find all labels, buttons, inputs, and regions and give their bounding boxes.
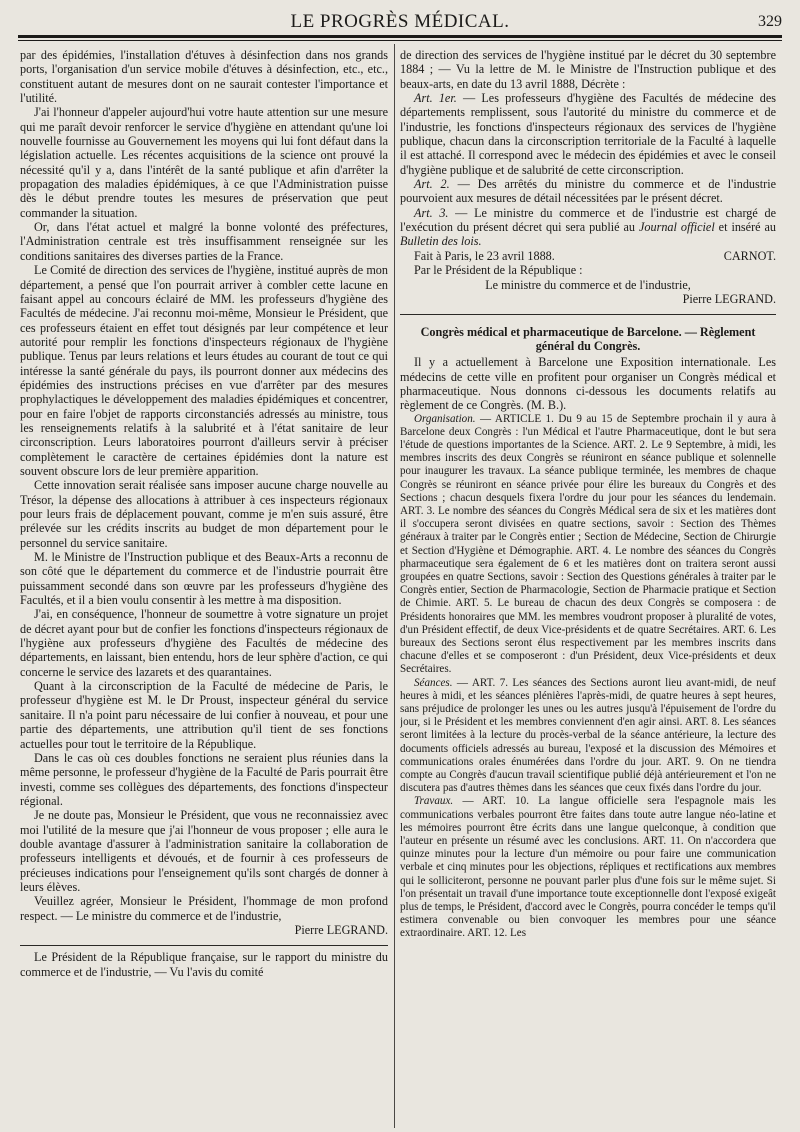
header-rule-thin [18,40,782,41]
fait-text: Fait à Paris, le 23 avril 1888. [414,248,555,263]
signature: Pierre LEGRAND. [682,291,776,306]
seances-paragraph [400,677,776,796]
paragraph: Veuillez agréer, Monsieur le Président, l'hommage de mon profond respect. — Le ministre du commerce et de l'industrie, [20,894,388,923]
paragraph: Quant à la circonscription de la Faculté de médecine de Paris, le professeur d'hygiène est M. le Dr Proust, inspecteur général du service sanitaire. Il n'a point paru nécessaire de lui confier à nouveau, et pour une partie des départements, une attribution qu'il tient de ses fonctions actuelles pour tout le territoire de la République. [20,679,388,751]
left-column [20,48,388,1126]
paragraph: Je ne doute pas, Monsieur le Président, que vous ne reconnaissiez avec moi l'utilité de la mesure que j'ai l'honneur de vous proposer ; elle aura le double avantage d'assurer à l'administration sanitaire la collaboration de professeurs intelligents et dévoués, et de fournir à ces professeurs de précieuses indications pour l'enseignement qu'ils sont chargés de donner à leurs élèves. [20,808,388,894]
paragraph: Par le Président de la République : [414,263,583,278]
section-heading: Congrès médical et pharmaceutique de Barcelone. — Règlement général du Congrès. [420,325,756,354]
seances-label: Séances. [414,676,453,689]
small-print [400,413,776,941]
paragraph: Cette innovation serait réalisée sans imposer aucune charge nouvelle au Trésor, la dépense des allocations à attribuer à ces inspecteurs régionaux pour leurs frais de déplacement pouvant, comme je m'en suis assuré, être prélevée sur les crédits inscrits au budget de mon département pour le personnel du service sanitaire. [20,478,388,550]
paragraph: Le Président de la République française, sur le rapport du ministre du commerce et de l'industrie, — Vu l'avis du comité [20,950,388,979]
paragraph: Or, dans l'état actuel et malgré la bonne volonté des préfectures, l'Administration centrale est très insuffisamment renseignée sur les conditions sanitaires des diverses parties de la France. [20,220,388,263]
article-text: — Les professeurs d'hygiène des Facultés de médecine des départements remplissent, sous l'autorité du ministre du commerce et de l'industrie, les fonctions d'inspecteurs régionaux des services de l'hygiène publique, chacun dans la circonscription territoriale de la Faculté à laquelle il est attaché. Il correspond avec le médecin des épidémies et avec le conseil d'hygiène publique et de salubrité de cette circonscription. [400,91,776,177]
paragraph: Il y a actuellement à Barcelone une Exposition internationale. Les médecins de cette ville en profitent pour organiser un Congrès médical et pharmaceutique. Nous donnons ci-dessous les documents relatifs au règlement de ce Congrès. (M. B.). [400,355,776,413]
travaux-text: — ART. 10. La langue officielle sera l'espagnole mais les communications verbales pourront être faites dans toute autre langue néo-latine et les mémoires pourront être écrits dans une langue quelconque, à condition que l'auteur en présente un résumé avec les conclusions. ART. 11. On n'accordera que quinze minutes pour la lecture d'un mémoire ou pour faire une communication verbale et cinq minutes pour les objections, répliques et rectifications aux membres qui le solliciteront, personne ne pouvant parler plus d'une fois sur le même sujet. Si l'on présentait un travail d'une importance toute exceptionnelle dont l'exposé exigeât plus de temps, le Président, d'accord avec le Congrès, pourra concéder le temps qu'il estimera convenable ou bien convoquer les membres pour une séance extraordinaire. ART. 12. Les [400,795,776,940]
paragraph: de direction des services de l'hygiène institué par le décret du 30 septembre 1884 ; — Vu la lettre de M. le Ministre de l'Instruction publique et des beaux-arts, en date du 13 avril 1888, Décrète : [400,48,776,91]
bulletin-des-lois: Bulletin des lois. [400,234,482,249]
paragraph: J'ai, en conséquence, l'honneur de soumettre à votre signature un projet de décret ayant pour but de confier les fonctions d'inspecteurs régionaux de l'hygiène aux professeurs d'hygiène des Facultés de médecine des départements, en laissant, bien entendu, hors de leur sphère d'action, ce qui concerne le service des lazarets et des quarantaines. [20,607,388,679]
divider [20,945,388,946]
paragraph: Dans le cas où ces doubles fonctions ne seraient plus réunies dans la même personne, le professeur d'hygiène de la Faculté de Paris pourrait être investi, comme ses collègues des départements, des fonctions d'inspecteur régional. [20,750,388,808]
paragraph: M. le Ministre de l'Instruction publique et des Beaux-Arts a reconnu de son côté que le département du commerce et de l'industrie pourrait être puissamment secondé dans son œuvre par les professeurs d'hygiène des Facultés, et il a bien voulu consentir à les mettre à ma disposition. [20,550,388,608]
article-text: — Le ministre du commerce et de l'industrie est chargé de l'exécution du présent décret qui sera publié au [400,205,776,235]
article-1 [400,91,776,177]
page-number: 329 [758,13,782,30]
article-2 [400,177,776,206]
article-label: Art. 1er. [414,91,457,106]
header-rule-thick [18,35,782,38]
article-3 [400,206,776,249]
travaux-label: Travaux. [414,795,454,808]
paragraph: J'ai l'honneur d'appeler aujourd'hui votre haute attention sur une mesure qui me paraît devoir renforcer le service d'hygiène en attendant qu'une loi nouvelle fournisse au Gouvernement les moyens qui lui font défaut dans la législation actuelle. Les récentes acquisitions de la science ont prouvé la nécessité qu'il y a, dans l'intérêt de la santé publique et afin d'arrêter la propagation des maladies épidémiques, à ce que l'Administration puisse dès le début prendre toutes les mesures de préservation que peut commander la situation. [20,105,388,220]
signature: Pierre LEGRAND. [294,922,388,937]
journal-officiel: Journal officiel [638,220,715,235]
carnot-signature: CARNOT. [723,248,776,263]
paragraph: Le Comité de direction des services de l'hygiène, institué auprès de mon département, a pensé que l'on pourrait arriver à combler cette lacune en faisant appel au concours éclairé de MM. les professeurs d'hygiène des Facultés de médecine. J'ai reconnu moi-même, Monsieur le Président, que ces professeurs étaient en effet tout désignés par leur compétence et leur autorité pour remplir les fonctions d'inspecteurs régionaux de l'hygiène publique. Tenus par leurs relations et leurs études au courant de tout ce qui intéresse la santé générale du pays, ils pourront donner aux médecins des épidémies des instructions précises en vue d'arrêter par des mesures prophylactiques le développement des maladies épidémiques et concentrer, pour en faire l'objet de rapports circonstanciés adressés au ministre, tous les renseignements relatifs à la salubrité et à l'état sanitaire de leur circonscription. Leurs laboratoires pourront d'ailleurs servir à préciser complètement le caractère de certaines épidémies dont la nature est souvent obscure lors de leur première apparition. [20,263,388,478]
fait-line [400,249,776,263]
journal-title: LE PROGRÈS MÉDICAL. [290,11,510,32]
article-label: Art. 3. [414,205,449,220]
paragraph: par des épidémies, l'installation d'étuves à désinfection dans nos grands ports, l'organisation d'un service mobile d'étuves à désinfection, etc., etc., constituent autant de mesures dont on ne saurait contester l'importance et l'utilité. [20,48,388,106]
divider [400,314,776,315]
organisation-paragraph [400,413,776,677]
seances-text: — ART. 7. Les séances des Sections auront lieu avant-midi, de neuf heures à midi, et les séances plénières l'après-midi, de quatre heures à sept heures, sans préjudice de prolonger les unes ou les autres jusqu'à l'épuisement de l'ordre du jour, si le Président et les membres conviennent d'en agir ainsi. ART. 8. Les séances seront limitées à la lecture du procès-verbal de la séance antérieure, la lecture des documents officiels adressés au bureau, l'exposé et la discussion des Mémoires et communications orales énumérées dans l'ordre du jour. ART. 9. On ne tiendra compte au Congrès d'aucun travail scientifique publié déjà antérieurement et l'on ne discutera pas d'autres thèmes dans les séances que ceux fixés dans l'ordre du jour. [400,676,776,795]
right-column [400,48,776,1126]
column-separator [394,44,395,1128]
article-text: — Des arrêtés du ministre du commerce et de l'industrie pourvoient aux mesures de détail nécessitées par le présent décret. [400,177,776,206]
article-label: Art. 2. [414,177,450,192]
travaux-paragraph [400,795,776,940]
paragraph: Le ministre du commerce et de l'industrie, [485,277,691,292]
organisation-label: Organisation. [414,412,476,425]
page-header [18,10,782,34]
organisation-text: — ARTICLE 1. Du 9 au 15 de Septembre prochain il y aura à Barcelone deux Congrès : l'un Médical et l'autre Pharmaceutique, dont le but sera l'étude de questions importantes de la Science. ART. 2. Le 9 Septembre, à midi, les membres inscrits des deux Congrès se réuniront en séance publique et solennelle pour inaugurer les travaux. La séance publique terminée, les membres de chaque Congrès se réuniront en séance privée pour élire les bureaux du Congrès et des Sections ; chacun desquels fixera l'ordre du jour pour les séances du lendemain. ART. 3. Le nombre des séances du Congrès Médical sera de six et les matières dont il s'occupera seront divisées en quatre sections, savoir : Section des Thèmes généraux à traiter par le Congrès entier ; Section de Médecine, Section de Chirurgie et Section d'Hygiène et Démographie. ART. 4. Le nombre des séances du Congrès pharmaceutique sera également de 6 et les matières dont on traitera seront aussi groupées en quatre Sections, savoir : Section des Questions générales à traiter par le Congrès entier, Section de Pharmacologie, Section de Pharmacie pratique et Section de Chimie. ART. 5. Le bureau de chacun des deux Congrès se composera : de Présidents honoraires que MM. les membres voudront proposer à pluralité de votes, d'un Président effectif, de deux Vice-présidents et de quatre Secrétaires. ART. 6. Les bureaux des Sections seront élus respectivement par les membres inscrits dans chacune d'elles et se composeront : d'un Président, deux Vice-présidents et deux Secrétaires. [400,412,776,676]
article-text: et inséré au [714,220,776,235]
